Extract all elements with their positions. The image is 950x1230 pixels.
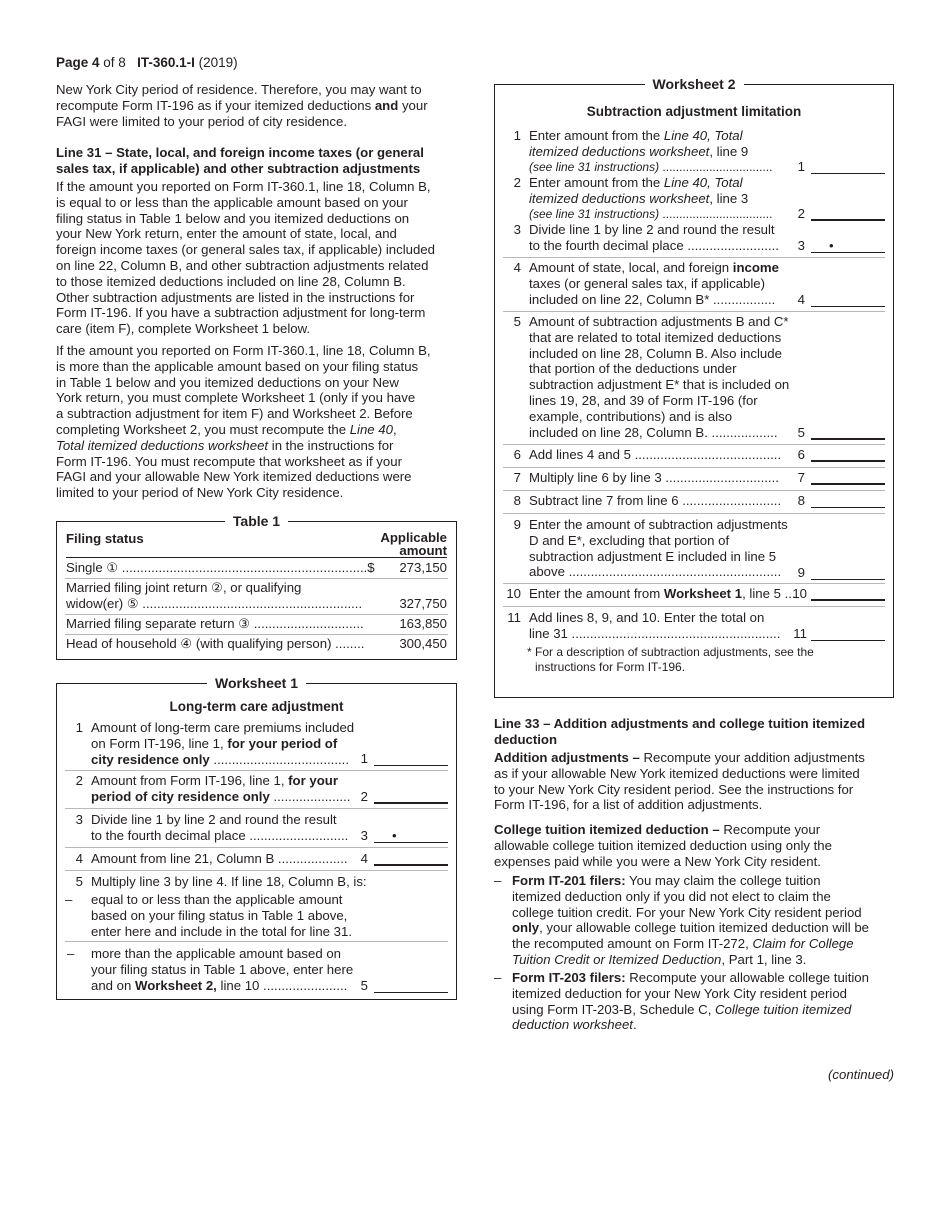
ws1-line-2: 2 Amount from Form IT-196, line 1, for your period of city residence only ..................... 2 (65, 773, 448, 805)
table-row-head-of-household: Head of household ④ (with qualifying person) ........ 300,450 (66, 636, 447, 652)
table-row-single: Single ① ...................................................................$ 273,150 (66, 560, 447, 576)
ws2-line-9-input[interactable] (811, 567, 885, 580)
table-row-separate: Married filing separate return ③ .............................. 163,850 (66, 616, 447, 632)
worksheet-2-subtitle: Subtraction adjustment limitation (586, 104, 802, 119)
ws2-line-5-input[interactable] (811, 426, 885, 440)
ws1-line-4-input[interactable] (374, 852, 448, 866)
worksheet-1-title: Worksheet 1 (207, 675, 306, 691)
worksheet-1 (56, 675, 457, 1000)
ws2-line-10: 10 Enter the amount from Worksheet 1, line 5 ... 10 (503, 586, 885, 602)
ws2-line-2-input[interactable] (811, 207, 885, 221)
ws1-line-1: 1 Amount of long-term care premiums included on Form IT-196, line 1, for your period of city residence only ..................................... 1 (65, 720, 448, 767)
table-row-joint: Married filing joint return ②, or qualifying widow(er) ⑤ ............................................................ 327,750 (66, 580, 447, 612)
ws2-line-4: 4 Amount of state, local, and foreign income taxes (or general sales tax, if applicable) included on line 22, Column B* ................. 4 (503, 260, 885, 308)
ws1-line-3: 3 Divide line 1 by line 2 and round the result to the fourth decimal place ........................... 3 • (65, 812, 448, 844)
line31-heading: Line 31 – State, local, and foreign income taxes (or general sales tax, if applicable) and other subtraction adjustments (56, 145, 424, 176)
ws2-line-6: 6 Add lines 4 and 5 ........................................ 6 (503, 447, 885, 463)
ws2-line-11: 11 Add lines 8, 9, and 10. Enter the total on line 31 ......................................................... 11 (503, 610, 885, 642)
ws2-line-4-input[interactable] (811, 294, 885, 307)
ws2-line-8-input[interactable] (811, 495, 885, 508)
line31-paragraph-1: If the amount you reported on Form IT-360.1, line 18, Column B, is equal to or less than the applicable amount based on your filing status in Table 1 below and you itemized deductions on your New York return, enter the amount of state, local, and foreign income taxes (or general sales tax, if applicable) included on line 22, Column B, and other subtraction adjustments related to those itemized deductions included on line 28, Column B. Other subtraction adjustments are listed in the instructions for Form IT-196. If you have a subtraction adjustment for long-term care (item F), complete Worksheet 1 below. (56, 179, 435, 337)
ws1-line-1-input[interactable] (374, 753, 448, 766)
ws1-line-5: 5 Multiply line 3 by line 4. If line 18, Column B, is: (75, 874, 367, 889)
ws2-line-9: 9 Enter the amount of subtraction adjustments D and E*, excluding that portion of subtraction adjustment E included in line 5 above .......................................................... 9 (503, 517, 885, 581)
worksheet-2 (494, 76, 894, 698)
ws2-line-10-input[interactable] (811, 587, 885, 601)
continued-label: (continued) (828, 1067, 894, 1082)
ws2-line-11-input[interactable] (811, 628, 885, 641)
college-tuition-paragraph: College tuition itemized deduction – Recompute your allowable college tuition itemized deduction using only the expenses paid while you were a New York City resident. (494, 822, 832, 869)
worksheet-2-footnote: * For a description of subtraction adjustments, see the instructions for Form IT-196. (527, 645, 814, 674)
page-number: Page 4 (56, 55, 100, 70)
ws2-line-3: 3 Divide line 1 by line 2 and round the result to the fourth decimal place ......................... 3 • (503, 222, 885, 254)
line31-paragraph-2: If the amount you reported on Form IT-360.1, line 18, Column B, is more than the applicable amount based on your filing status in Table 1 below and you itemized deductions on your New York return, you must complete Worksheet 1 (only if you have a subtraction adjustment for item F) and Worksheet 2. Before completing Worksheet 2, you must recompute the Line 40, Total itemized deductions worksheet in the instructions for Form IT-196. You must recompute that worksheet as if your FAGI and your allowable New York itemized deductions were limited to your period of New York City residence. (56, 343, 431, 501)
filing-status-header: Filing status (66, 531, 144, 546)
ws2-line-3-input[interactable]: • (811, 240, 885, 253)
line33-heading: Line 33 – Addition adjustments and college tuition itemized deduction (494, 716, 866, 747)
ws1-option-equal: – equal to or less than the applicable amount based on your filing status in Table 1 above, enter here and include in the total for line 31. (65, 892, 352, 939)
ws2-line-6-input[interactable] (811, 448, 885, 462)
ws2-line-5: 5 Amount of subtraction adjustments B and C* that are related to total itemized deductions included on line 28, Column B. Also include that portion of the deductions under subtraction adjustment E* that is included on lines 19, 28, and 39 of Form IT-196 (for example, contributions) and is also included on line 28, Column B. .................. 5 (503, 314, 885, 441)
ws2-line-1-input[interactable] (811, 161, 885, 174)
ws1-line-4: 4 Amount from line 21, Column B ................... 4 (65, 851, 448, 867)
page-of: of 8 (103, 55, 126, 70)
it201-filers-item: – Form IT-201 filers: You may claim the college tuition itemized deduction only if you did not elect to claim the college tuition credit. For your New York City resident period only, your allowable college tuition itemized deduction will be the recomputed amount on Form IT-272, Claim for College Tuition Credit or Itemized Deduction, Part 1, line 3. (494, 873, 869, 967)
ws1-option-more: – more than the applicable amount based on your filing status in Table 1 above, enter here and on Worksheet 2, line 10 ....................... 5 (65, 946, 448, 994)
ws2-line-2: 2 Enter amount from the Line 40, Total itemized deductions worksheet, line 3 (see line 31 instructions) ................................. 2 (503, 175, 885, 222)
ws2-line-8: 8 Subtract line 7 from line 6 ........................... 8 (503, 493, 885, 509)
form-number: IT-360.1-I (137, 55, 195, 70)
addition-adjustments-paragraph: Addition adjustments – Recompute your addition adjustments as if your allowable New York itemized deductions were limited to your New York City resident period. See the instructions for Form IT-196, for a list of addition adjustments. (494, 750, 865, 813)
page-header (56, 55, 238, 71)
table-1-title: Table 1 (225, 513, 288, 529)
intro-paragraph: New York City period of residence. Therefore, you may want to recompute Form IT-196 as if your itemized deductions and your FAGI were limited to your period of city residence. (56, 82, 428, 129)
worksheet-1-subtitle: Long-term care adjustment (169, 699, 344, 714)
table-1 (56, 513, 457, 660)
ws1-line-5-input[interactable] (374, 980, 448, 993)
applicable-amount-header: Applicable amount (380, 530, 447, 558)
worksheet-2-title: Worksheet 2 (645, 76, 744, 92)
ws1-line-2-input[interactable] (374, 790, 448, 804)
ws2-line-7: 7 Multiply line 6 by line 3 ............................... 7 (503, 470, 885, 486)
ws2-line-1: 1 Enter amount from the Line 40, Total itemized deductions worksheet, line 9 (see line 31 instructions) ................................. 1 (503, 128, 885, 175)
ws1-line-3-input[interactable]: • (374, 830, 448, 843)
it203-filers-item: – Form IT-203 filers: Recompute your allowable college tuition itemized deduction for your New York City resident period using Form IT-203-B, Schedule C, College tuition itemized deduction worksheet. (494, 970, 869, 1033)
form-year: (2019) (198, 55, 238, 70)
ws2-line-7-input[interactable] (811, 471, 885, 485)
